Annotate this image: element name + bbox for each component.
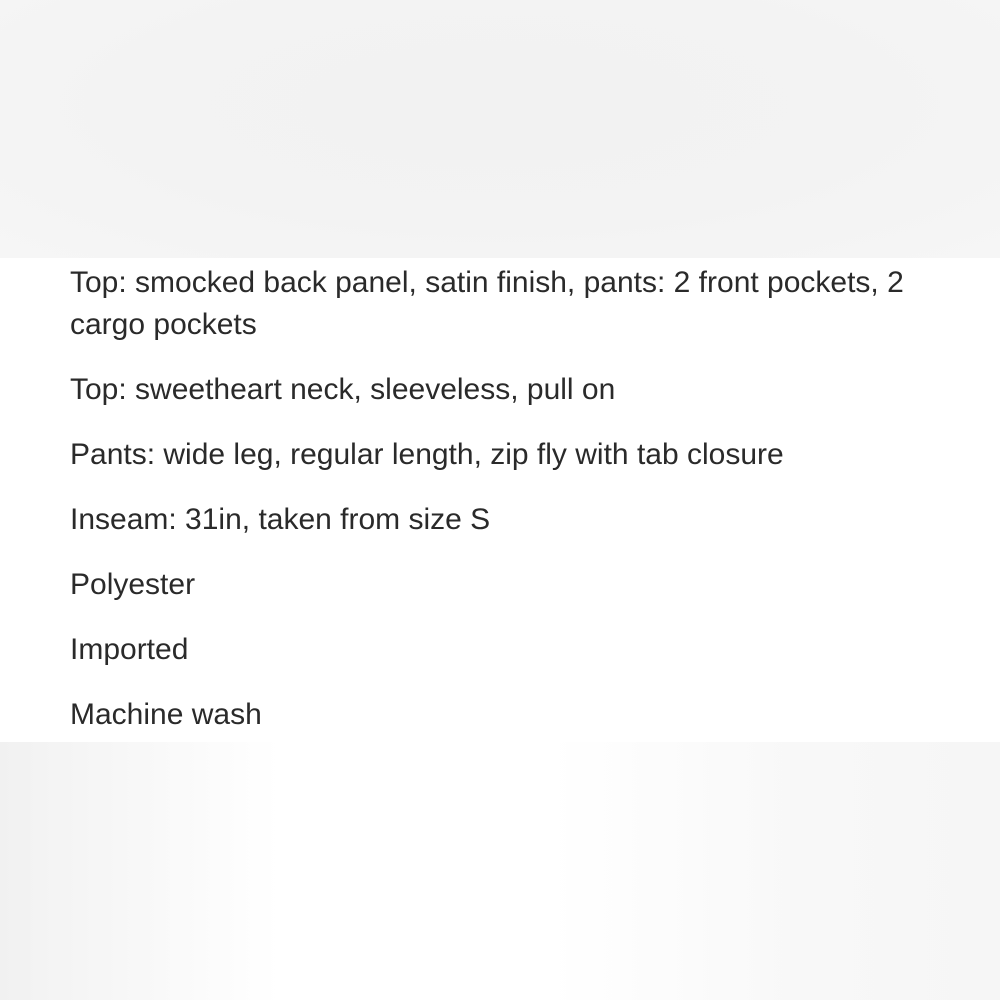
product-details-list — [70, 262, 970, 759]
detail-line-top-style: Top: sweetheart neck, sleeveless, pull on — [70, 373, 616, 406]
background-bottom — [0, 742, 1000, 1000]
detail-line-pants-style: Pants: wide leg, regular length, zip fly with tab closure — [70, 438, 784, 471]
detail-line-top-construction: Top: smocked back panel, satin finish, pants: 2 front pockets, 2 cargo pockets — [70, 266, 904, 341]
detail-line-material: Polyester — [70, 568, 196, 601]
detail-line-care: Machine wash — [70, 698, 262, 731]
detail-line-origin: Imported — [70, 633, 189, 666]
detail-line-inseam: Inseam: 31in, taken from size S — [70, 503, 491, 536]
background-top — [0, 0, 1000, 262]
